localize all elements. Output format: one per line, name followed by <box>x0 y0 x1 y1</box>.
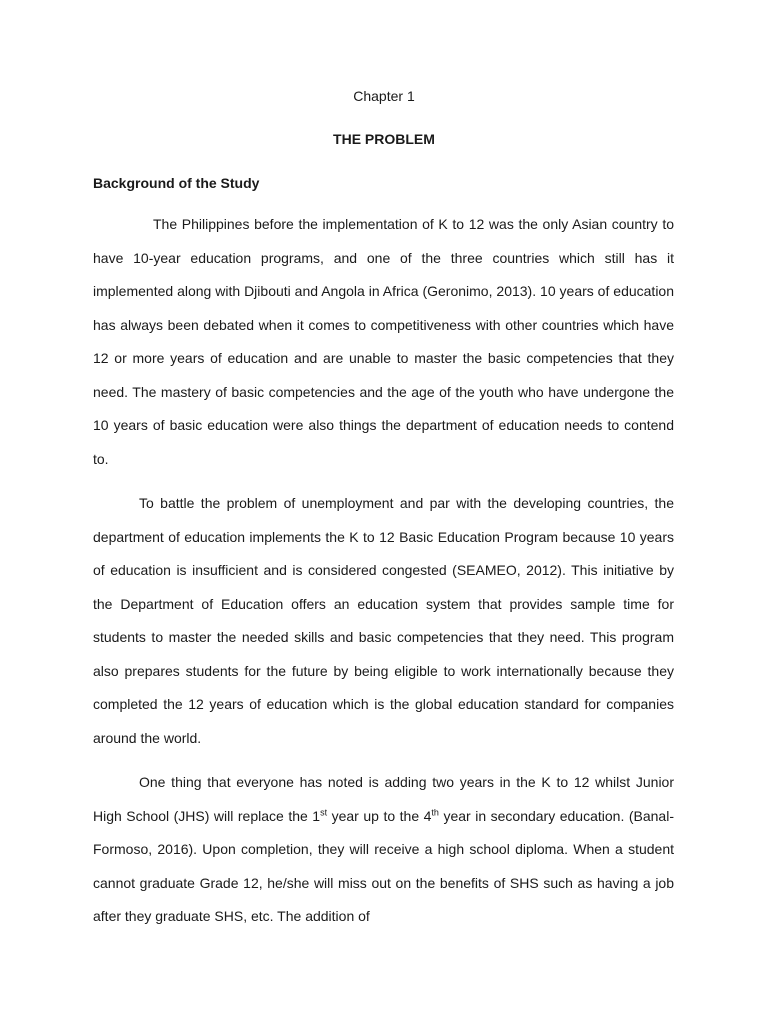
chapter-title: THE PROBLEM <box>333 131 435 147</box>
chapter-label: Chapter 1 <box>353 88 415 104</box>
superscript-th: th <box>431 806 439 817</box>
superscript-st: st <box>320 806 328 817</box>
section-heading: Background of the Study <box>93 175 260 191</box>
paragraph-3 <box>93 766 674 934</box>
paragraph-3-text-b: year up to the 4 <box>327 807 432 824</box>
paragraph-1: The Philippines before the implementation of K to 12 was the only Asian country to have 10-year education programs, and one of the three countries which still has it implemented along with Djibouti and Angola in Africa (Geronimo, 2013). 10 years of education has always been debated when it comes to competitiveness with other countries which have 12 or more years of education and are unable to master the basic competencies that they need. The mastery of basic competencies and the age of the youth who have undergone the 10 years of basic education were also things the department of education needs to contend to. <box>93 216 674 467</box>
paragraph-2: To battle the problem of unemployment and par with the developing countries, the department of education implements the K to 12 Basic Education Program because 10 years of education is insufficient and is considered congested (SEAMEO, 2012). This initiative by the Department of Education offers an education system that provides sample time for students to master the needed skills and basic competencies that they need. This program also prepares students for the future by being eligible to work internationally because they completed the 12 years of education which is the global education standard for companies around the world. <box>93 495 674 746</box>
paragraph-3-text-c: year in secondary education. (Banal- Formoso, 2016). Upon completion, they will receive a high school diploma. When a student cannot graduate Grade 12, he/she will miss out on the benefits of SHS such as having a job after they graduate SHS, etc. The addition of <box>93 807 674 924</box>
paragraph-3-text-a: One thing that everyone has noted is adding two years in the K to 12 whilst Junior High School (JHS) will replace the 1 <box>93 774 674 824</box>
